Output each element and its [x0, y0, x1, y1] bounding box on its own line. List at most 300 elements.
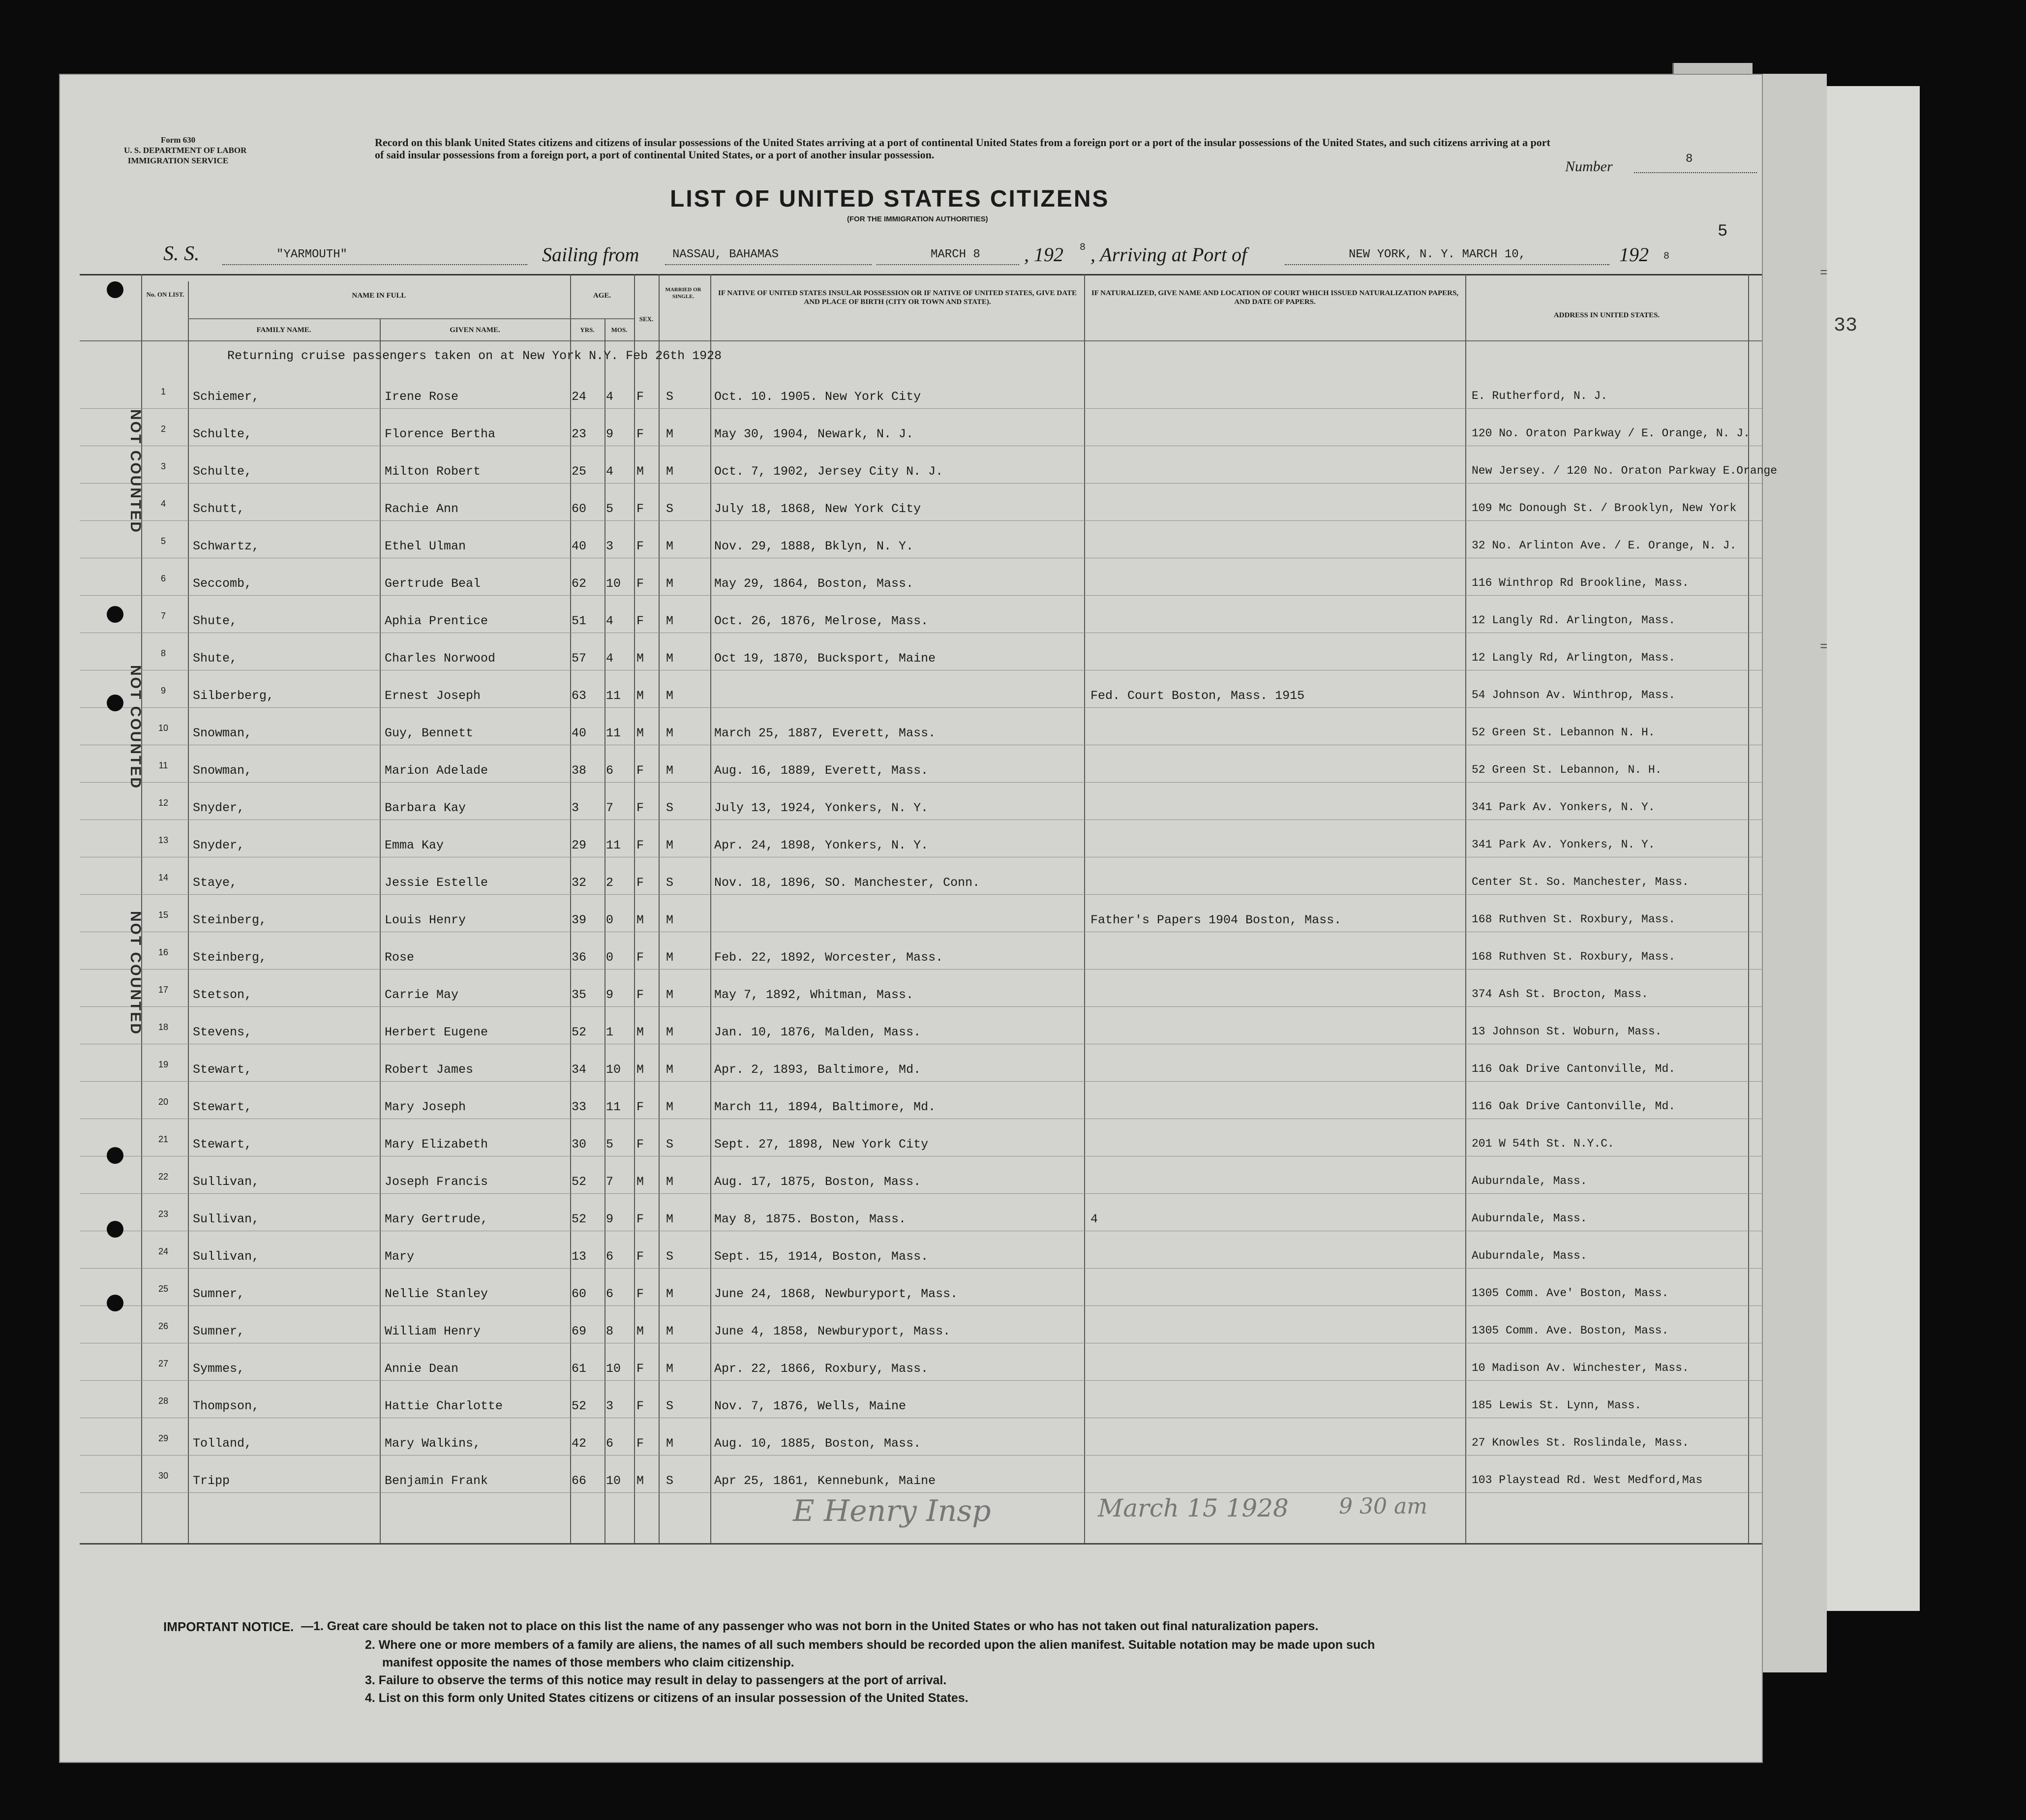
given-name: Emma Kay: [385, 838, 444, 852]
hdr-address: ADDRESS IN UNITED STATES.: [1553, 311, 1660, 319]
hdr-no: No. ON LIST.: [146, 291, 184, 298]
sex: F: [636, 1100, 644, 1114]
row-rule: [80, 1492, 1762, 1493]
given-name: William Henry: [385, 1324, 481, 1338]
row-number: 20: [158, 1097, 169, 1107]
family-name: Schutt,: [193, 502, 245, 516]
sex: M: [636, 464, 644, 479]
birth-info: Nov. 18, 1896, SO. Manchester, Conn.: [714, 876, 980, 890]
family-name: Schulte,: [193, 464, 252, 479]
age-years: 36: [572, 950, 587, 965]
marital-status: S: [666, 1474, 674, 1488]
birth-info: May 8, 1875. Boston, Mass.: [714, 1212, 907, 1226]
sailing-date-line: [877, 264, 1019, 265]
hdr-naturalized: IF NATURALIZED, GIVE NAME AND LOCATION OF COURT WHICH ISSUED NATURALIZATION PAPERS, AND DATE OF PAPERS.: [1091, 289, 1459, 306]
marital-status: M: [666, 1212, 674, 1226]
birth-info: Apr. 2, 1893, Baltimore, Md.: [714, 1062, 921, 1077]
row-rule: [80, 1006, 1762, 1007]
row-number: 19: [158, 1060, 169, 1069]
age-months: 9: [606, 427, 614, 441]
age-months: 6: [606, 1436, 614, 1451]
row-number: 17: [158, 985, 169, 995]
col-div-given: [380, 318, 381, 1543]
address: 12 Langly Rd, Arlington, Mass.: [1472, 651, 1676, 664]
age-months: 8: [606, 1324, 614, 1338]
col-div-nat: [1084, 274, 1085, 1543]
birth-info: Oct 19, 1870, Bucksport, Maine: [714, 651, 936, 666]
row-rule: [80, 1455, 1762, 1456]
number-label: Number: [1565, 158, 1613, 175]
sex: F: [636, 801, 644, 815]
age-months: 9: [606, 1212, 614, 1226]
inspector-signature: E Henry Insp: [793, 1494, 991, 1528]
marital-status: M: [666, 950, 674, 965]
form-number: Form 630: [160, 135, 196, 145]
table-top-rule: [80, 274, 1762, 275]
row-number: 10: [158, 723, 169, 733]
sex: F: [636, 763, 644, 778]
address: Auburndale, Mass.: [1472, 1249, 1587, 1262]
age-months: 2: [606, 876, 614, 890]
given-name: Irene Rose: [385, 390, 459, 404]
row-number: 24: [158, 1246, 169, 1256]
family-name: Steinberg,: [193, 913, 267, 927]
birth-info: Feb. 22, 1892, Worcester, Mass.: [714, 950, 943, 965]
family-name: Stewart,: [193, 1137, 252, 1152]
cruise-note: Returning cruise passengers taken on at New York N.Y. Feb 26th 1928: [227, 349, 722, 363]
address: 120 No. Oraton Parkway / E. Orange, N. J.: [1472, 427, 1750, 440]
age-years: 52: [572, 1175, 587, 1189]
age-years: 38: [572, 763, 587, 778]
hdr-married: MARRIED OR SINGLE.: [665, 287, 701, 300]
row-rule: [80, 1081, 1762, 1082]
birth-info: Nov. 7, 1876, Wells, Maine: [714, 1399, 907, 1413]
birth-info: July 13, 1924, Yonkers, N. Y.: [714, 801, 929, 815]
sex: F: [636, 1399, 644, 1413]
row-number: 30: [158, 1471, 169, 1481]
row-number: 9: [160, 686, 166, 696]
col-div-addr: [1465, 274, 1466, 1543]
hdr-age: AGE.: [593, 292, 611, 300]
age-years: 25: [572, 464, 587, 479]
sex: M: [636, 726, 644, 740]
row-number: 23: [158, 1209, 169, 1219]
address: 52 Green St. Lebannon N. H.: [1472, 726, 1655, 739]
col-div-birth: [710, 274, 711, 1543]
address: 185 Lewis St. Lynn, Mass.: [1472, 1399, 1642, 1412]
year-prefix: , 192: [1024, 243, 1063, 266]
given-name: Aphia Prentice: [385, 614, 488, 628]
birth-info: May 30, 1904, Newark, N. J.: [714, 427, 914, 441]
naturalization-info: Father's Papers 1904 Boston, Mass.: [1090, 913, 1342, 927]
row-number: 21: [158, 1134, 169, 1144]
row-number: 8: [160, 648, 166, 658]
marital-status: M: [666, 838, 674, 852]
marital-status: S: [666, 1249, 674, 1264]
marital-status: M: [666, 539, 674, 553]
birth-info: May 29, 1864, Boston, Mass.: [714, 576, 914, 591]
family-name: Tripp: [193, 1474, 230, 1488]
birth-info: Apr 25, 1861, Kennebunk, Maine: [714, 1474, 936, 1488]
page-subtitle: (FOR THE IMMIGRATION AUTHORITIES): [847, 215, 988, 223]
family-name: Shute,: [193, 614, 238, 628]
row-number: 1: [160, 387, 166, 396]
row-rule: [80, 782, 1762, 783]
birth-info: Oct. 26, 1876, Melrose, Mass.: [714, 614, 929, 628]
hdr-name-in-full: NAME IN FULL: [352, 292, 406, 300]
given-name: Barbara Kay: [385, 801, 466, 815]
given-name: Rose: [385, 950, 415, 965]
age-years: 66: [572, 1474, 587, 1488]
row-number: 16: [158, 947, 169, 957]
row-number: 12: [158, 798, 169, 808]
given-name: Benjamin Frank: [385, 1474, 488, 1488]
arrival-year-prefix: 192: [1619, 243, 1649, 266]
age-months: 3: [606, 539, 614, 553]
given-name: Marion Adelade: [385, 763, 488, 778]
address: 341 Park Av. Yonkers, N. Y.: [1472, 801, 1655, 814]
marital-status: M: [666, 1362, 674, 1376]
age-months: 11: [606, 1100, 621, 1114]
marital-status: M: [666, 1287, 674, 1301]
row-rule: [80, 1193, 1762, 1194]
age-months: 6: [606, 1249, 614, 1264]
age-years: 23: [572, 427, 587, 441]
family-name: Schulte,: [193, 427, 252, 441]
marital-status: S: [666, 502, 674, 516]
ship-name: "YARMOUTH": [276, 248, 348, 261]
sex: F: [636, 1287, 644, 1301]
age-months: 10: [606, 1062, 621, 1077]
family-name: Schiemer,: [193, 390, 260, 404]
age-months: 10: [606, 1362, 621, 1376]
ship-line: [222, 264, 527, 265]
marital-status: S: [666, 1137, 674, 1152]
marital-status: M: [666, 1062, 674, 1077]
address: 103 Playstead Rd. West Medford,Mas: [1472, 1474, 1703, 1486]
row-number: 15: [158, 910, 169, 920]
marital-status: M: [666, 576, 674, 591]
header-bottom-rule: [80, 340, 1762, 341]
sex: F: [636, 614, 644, 628]
row-rule: [80, 969, 1762, 970]
given-name: Ethel Ulman: [385, 539, 466, 553]
row-rule: [80, 483, 1762, 484]
row-number: 2: [160, 424, 166, 434]
address: 116 Winthrop Rd Brookline, Mass.: [1472, 576, 1689, 589]
sex: M: [636, 1324, 644, 1338]
birth-info: March 25, 1887, Everett, Mass.: [714, 726, 936, 740]
row-number: 27: [158, 1359, 169, 1368]
age-years: 40: [572, 539, 587, 553]
arriving-port: NEW YORK, N. Y. MARCH 10,: [1349, 248, 1526, 261]
given-name: Hattie Charlotte: [385, 1399, 503, 1413]
row-number: 29: [158, 1433, 169, 1443]
sex: M: [636, 651, 644, 666]
side-page-number: 33: [1834, 315, 1858, 337]
col-div-sex: [659, 274, 660, 1543]
given-name: Annie Dean: [385, 1362, 459, 1376]
sex: M: [636, 1025, 644, 1039]
sailing-from: NASSAU, BAHAMAS: [672, 248, 779, 261]
row-number: 26: [158, 1321, 169, 1331]
hdr-yrs: YRS.: [580, 326, 595, 334]
age-years: 29: [572, 838, 587, 852]
row-rule: [80, 1380, 1762, 1381]
notice-item-3: 3. Failure to observe the terms of this notice may result in delay to passengers at the port of arrival.: [365, 1673, 947, 1687]
age-months: 6: [606, 1287, 614, 1301]
row-number: 11: [158, 760, 168, 770]
family-name: Stewart,: [193, 1100, 252, 1114]
address: 27 Knowles St. Roslindale, Mass.: [1472, 1436, 1689, 1449]
family-name: Silberberg,: [193, 689, 274, 703]
given-name: Mary Walkins,: [385, 1436, 481, 1451]
family-name: Seccomb,: [193, 576, 252, 591]
given-name: Jessie Estelle: [385, 876, 488, 890]
address: 201 W 54th St. N.Y.C.: [1472, 1137, 1614, 1150]
birth-info: Aug. 17, 1875, Boston, Mass.: [714, 1175, 921, 1189]
manifest-sheet: [59, 74, 1778, 1763]
family-name: Thompson,: [193, 1399, 260, 1413]
address: 109 Mc Donough St. / Brooklyn, New York: [1472, 502, 1737, 515]
sex: F: [636, 876, 644, 890]
row-number: 22: [158, 1172, 169, 1182]
address: 1305 Comm. Ave. Boston, Mass.: [1472, 1324, 1669, 1337]
family-name: Snowman,: [193, 763, 252, 778]
not-counted-stamp-1: NOT COUNTED: [127, 409, 144, 534]
family-name: Steinberg,: [193, 950, 267, 965]
row-number: 28: [158, 1396, 169, 1406]
given-name: Herbert Eugene: [385, 1025, 488, 1039]
age-months: 4: [606, 464, 614, 479]
age-years: 69: [572, 1324, 587, 1338]
birth-info: March 11, 1894, Baltimore, Md.: [714, 1100, 936, 1114]
marital-status: M: [666, 689, 674, 703]
marital-status: M: [666, 1100, 674, 1114]
given-name: Rachie Ann: [385, 502, 459, 516]
marital-status: S: [666, 876, 674, 890]
col-div-age: [570, 274, 571, 1543]
row-number: 3: [160, 461, 166, 471]
notice-item-4: 4. List on this form only United States citizens or citizens of an insular possession of the United States.: [365, 1691, 968, 1705]
address: 116 Oak Drive Cantonville, Md.: [1472, 1062, 1676, 1075]
age-months: 5: [606, 502, 614, 516]
age-years: 52: [572, 1212, 587, 1226]
birth-info: Nov. 29, 1888, Bklyn, N. Y.: [714, 539, 914, 553]
row-rule: [80, 1268, 1762, 1269]
number-line: [1634, 172, 1757, 173]
address: 13 Johnson St. Woburn, Mass.: [1472, 1025, 1662, 1038]
given-name: Mary Elizabeth: [385, 1137, 488, 1152]
age-years: 35: [572, 988, 587, 1002]
age-years: 33: [572, 1100, 587, 1114]
age-years: 40: [572, 726, 587, 740]
marital-status: S: [666, 801, 674, 815]
age-months: 7: [606, 801, 614, 815]
birth-info: June 24, 1868, Newburyport, Mass.: [714, 1287, 958, 1301]
given-name: Ernest Joseph: [385, 689, 481, 703]
marital-status: M: [666, 988, 674, 1002]
marital-status: S: [666, 1399, 674, 1413]
naturalization-info: 4: [1090, 1212, 1098, 1226]
given-name: Robert James: [385, 1062, 474, 1077]
given-name: Joseph Francis: [385, 1175, 488, 1189]
family-name: Sumner,: [193, 1287, 245, 1301]
birth-info: Apr. 24, 1898, Yonkers, N. Y.: [714, 838, 929, 852]
arriving-label: , Arriving at Port of: [1090, 243, 1247, 266]
age-months: 4: [606, 614, 614, 628]
address: 168 Ruthven St. Roxbury, Mass.: [1472, 913, 1676, 926]
ss-label: S. S.: [163, 243, 200, 265]
not-counted-stamp-3: NOT COUNTED: [127, 911, 144, 1035]
birth-info: Oct. 10. 1905. New York City: [714, 390, 921, 404]
service: IMMIGRATION SERVICE: [127, 156, 229, 165]
col-div-family: [188, 281, 189, 1543]
birth-info: Apr. 22, 1866, Roxbury, Mass.: [714, 1362, 929, 1376]
age-months: 10: [606, 1474, 621, 1488]
age-years: 51: [572, 614, 587, 628]
family-name: Staye,: [193, 876, 238, 890]
marital-status: M: [666, 651, 674, 666]
row-number: 6: [160, 574, 166, 583]
given-name: Gertrude Beal: [385, 576, 481, 591]
hdr-sex: SEX.: [639, 315, 654, 323]
birth-info: Aug. 10, 1885, Boston, Mass.: [714, 1436, 921, 1451]
hdr-family: FAMILY NAME.: [256, 326, 311, 334]
row-rule: [80, 520, 1762, 521]
sex: M: [636, 1062, 644, 1077]
given-name: Milton Robert: [385, 464, 481, 479]
given-name: Mary: [385, 1249, 415, 1264]
sex: M: [636, 1175, 644, 1189]
punch-hole: [107, 1221, 123, 1238]
sex: F: [636, 539, 644, 553]
sex: M: [636, 1474, 644, 1488]
family-name: Sullivan,: [193, 1175, 260, 1189]
given-name: Guy, Bennett: [385, 726, 474, 740]
arrival-year-digit: 8: [1663, 251, 1670, 262]
family-name: Stevens,: [193, 1025, 252, 1039]
not-counted-stamp-2: NOT COUNTED: [127, 665, 144, 789]
age-years: 34: [572, 1062, 587, 1077]
given-name: Charles Norwood: [385, 651, 496, 666]
number-value: 8: [1686, 152, 1693, 166]
row-number: 25: [158, 1284, 169, 1294]
age-months: 4: [606, 390, 614, 404]
address: 116 Oak Drive Cantonville, Md.: [1472, 1100, 1676, 1113]
address: Center St. So. Manchester, Mass.: [1472, 876, 1689, 888]
record-instruction: Record on this blank United States citizens and citizens of insular possessions of the United States arriving at a port of continental United States from a foreign port or a port of the insular possessions of the United States, and such citizens arriving at a port of said insular possessions from a foreign port, a port of continental United States, or a port of another insular possession.: [375, 136, 1550, 161]
margin-tick: =: [1820, 639, 1828, 654]
margin-tick: =: [1820, 266, 1828, 280]
address: Auburndale, Mass.: [1472, 1175, 1587, 1187]
year-digit: 8: [1080, 242, 1086, 253]
age-years: 24: [572, 390, 587, 404]
sex: F: [636, 502, 644, 516]
notice-label: IMPORTANT NOTICE.: [163, 1619, 294, 1634]
sex: F: [636, 838, 644, 852]
row-number: 7: [160, 611, 166, 621]
page-title: LIST OF UNITED STATES CITIZENS: [670, 186, 1110, 212]
row-rule: [80, 1305, 1762, 1306]
address: New Jersey. / 120 No. Oraton Parkway E.Orange: [1472, 464, 1778, 477]
family-name: Sullivan,: [193, 1249, 260, 1264]
age-years: 3: [572, 801, 579, 815]
marital-status: M: [666, 726, 674, 740]
notice-item-2: 2. Where one or more members of a family are aliens, the names of all such members should be recorded upon the alien manifest. Suitable notation may be made upon such: [365, 1638, 1375, 1652]
given-name: Mary Gertrude,: [385, 1212, 488, 1226]
age-years: 13: [572, 1249, 587, 1264]
sex: F: [636, 576, 644, 591]
age-months: 10: [606, 576, 621, 591]
sex: F: [636, 1249, 644, 1264]
marital-status: M: [666, 1324, 674, 1338]
naturalization-info: Fed. Court Boston, Mass. 1915: [1090, 689, 1305, 703]
row-rule: [80, 819, 1762, 820]
address: 32 No. Arlinton Ave. / E. Orange, N. J.: [1472, 539, 1737, 552]
signature-time: 9 30 am: [1339, 1494, 1427, 1519]
birth-info: June 4, 1858, Newburyport, Mass.: [714, 1324, 951, 1338]
age-months: 3: [606, 1399, 614, 1413]
row-number: 18: [158, 1022, 169, 1032]
marital-status: M: [666, 464, 674, 479]
family-name: Symmes,: [193, 1362, 245, 1376]
age-months: 0: [606, 950, 614, 965]
row-rule: [80, 707, 1762, 708]
address: 341 Park Av. Yonkers, N. Y.: [1472, 838, 1655, 851]
age-months: 4: [606, 651, 614, 666]
marital-status: M: [666, 614, 674, 628]
birth-info: Aug. 16, 1889, Everett, Mass.: [714, 763, 929, 778]
table-bottom-rule: [80, 1543, 1762, 1545]
marital-status: M: [666, 763, 674, 778]
row-rule: [80, 894, 1762, 895]
family-name: Snyder,: [193, 801, 245, 815]
notice-item-2b: manifest opposite the names of those members who claim citizenship.: [382, 1656, 794, 1669]
address: 1305 Comm. Ave' Boston, Mass.: [1472, 1287, 1669, 1300]
row-rule: [80, 408, 1762, 409]
birth-info: July 18, 1868, New York City: [714, 502, 921, 516]
age-months: 11: [606, 726, 621, 740]
family-name: Schwartz,: [193, 539, 260, 553]
given-name: Florence Bertha: [385, 427, 496, 441]
row-number: 13: [158, 835, 169, 845]
sailing-line: [665, 264, 872, 265]
marital-status: M: [666, 1175, 674, 1189]
address: 10 Madison Av. Winchester, Mass.: [1472, 1362, 1689, 1374]
age-months: 11: [606, 838, 621, 852]
address: 54 Johnson Av. Winthrop, Mass.: [1472, 689, 1676, 701]
birth-info: Sept. 15, 1914, Boston, Mass.: [714, 1249, 929, 1264]
notice-item-1: —1. Great care should be taken not to place on this list the name of any passenger who was not born in the United States or who has not taken out final naturalization papers.: [301, 1619, 1319, 1633]
col-div-mos: [634, 274, 635, 1543]
marital-status: M: [666, 427, 674, 441]
sex: F: [636, 427, 644, 441]
age-years: 57: [572, 651, 587, 666]
marital-status: M: [666, 1436, 674, 1451]
arriving-line: [1285, 264, 1609, 265]
birth-info: May 7, 1892, Whitman, Mass.: [714, 988, 914, 1002]
age-months: 6: [606, 763, 614, 778]
age-months: 0: [606, 913, 614, 927]
family-name: Stewart,: [193, 1062, 252, 1077]
address: 12 Langly Rd. Arlington, Mass.: [1472, 614, 1676, 627]
row-rule: [80, 595, 1762, 596]
age-years: 63: [572, 689, 587, 703]
row-number: 14: [158, 873, 169, 882]
marital-status: M: [666, 1025, 674, 1039]
sailing-label: Sailing from: [542, 243, 639, 266]
